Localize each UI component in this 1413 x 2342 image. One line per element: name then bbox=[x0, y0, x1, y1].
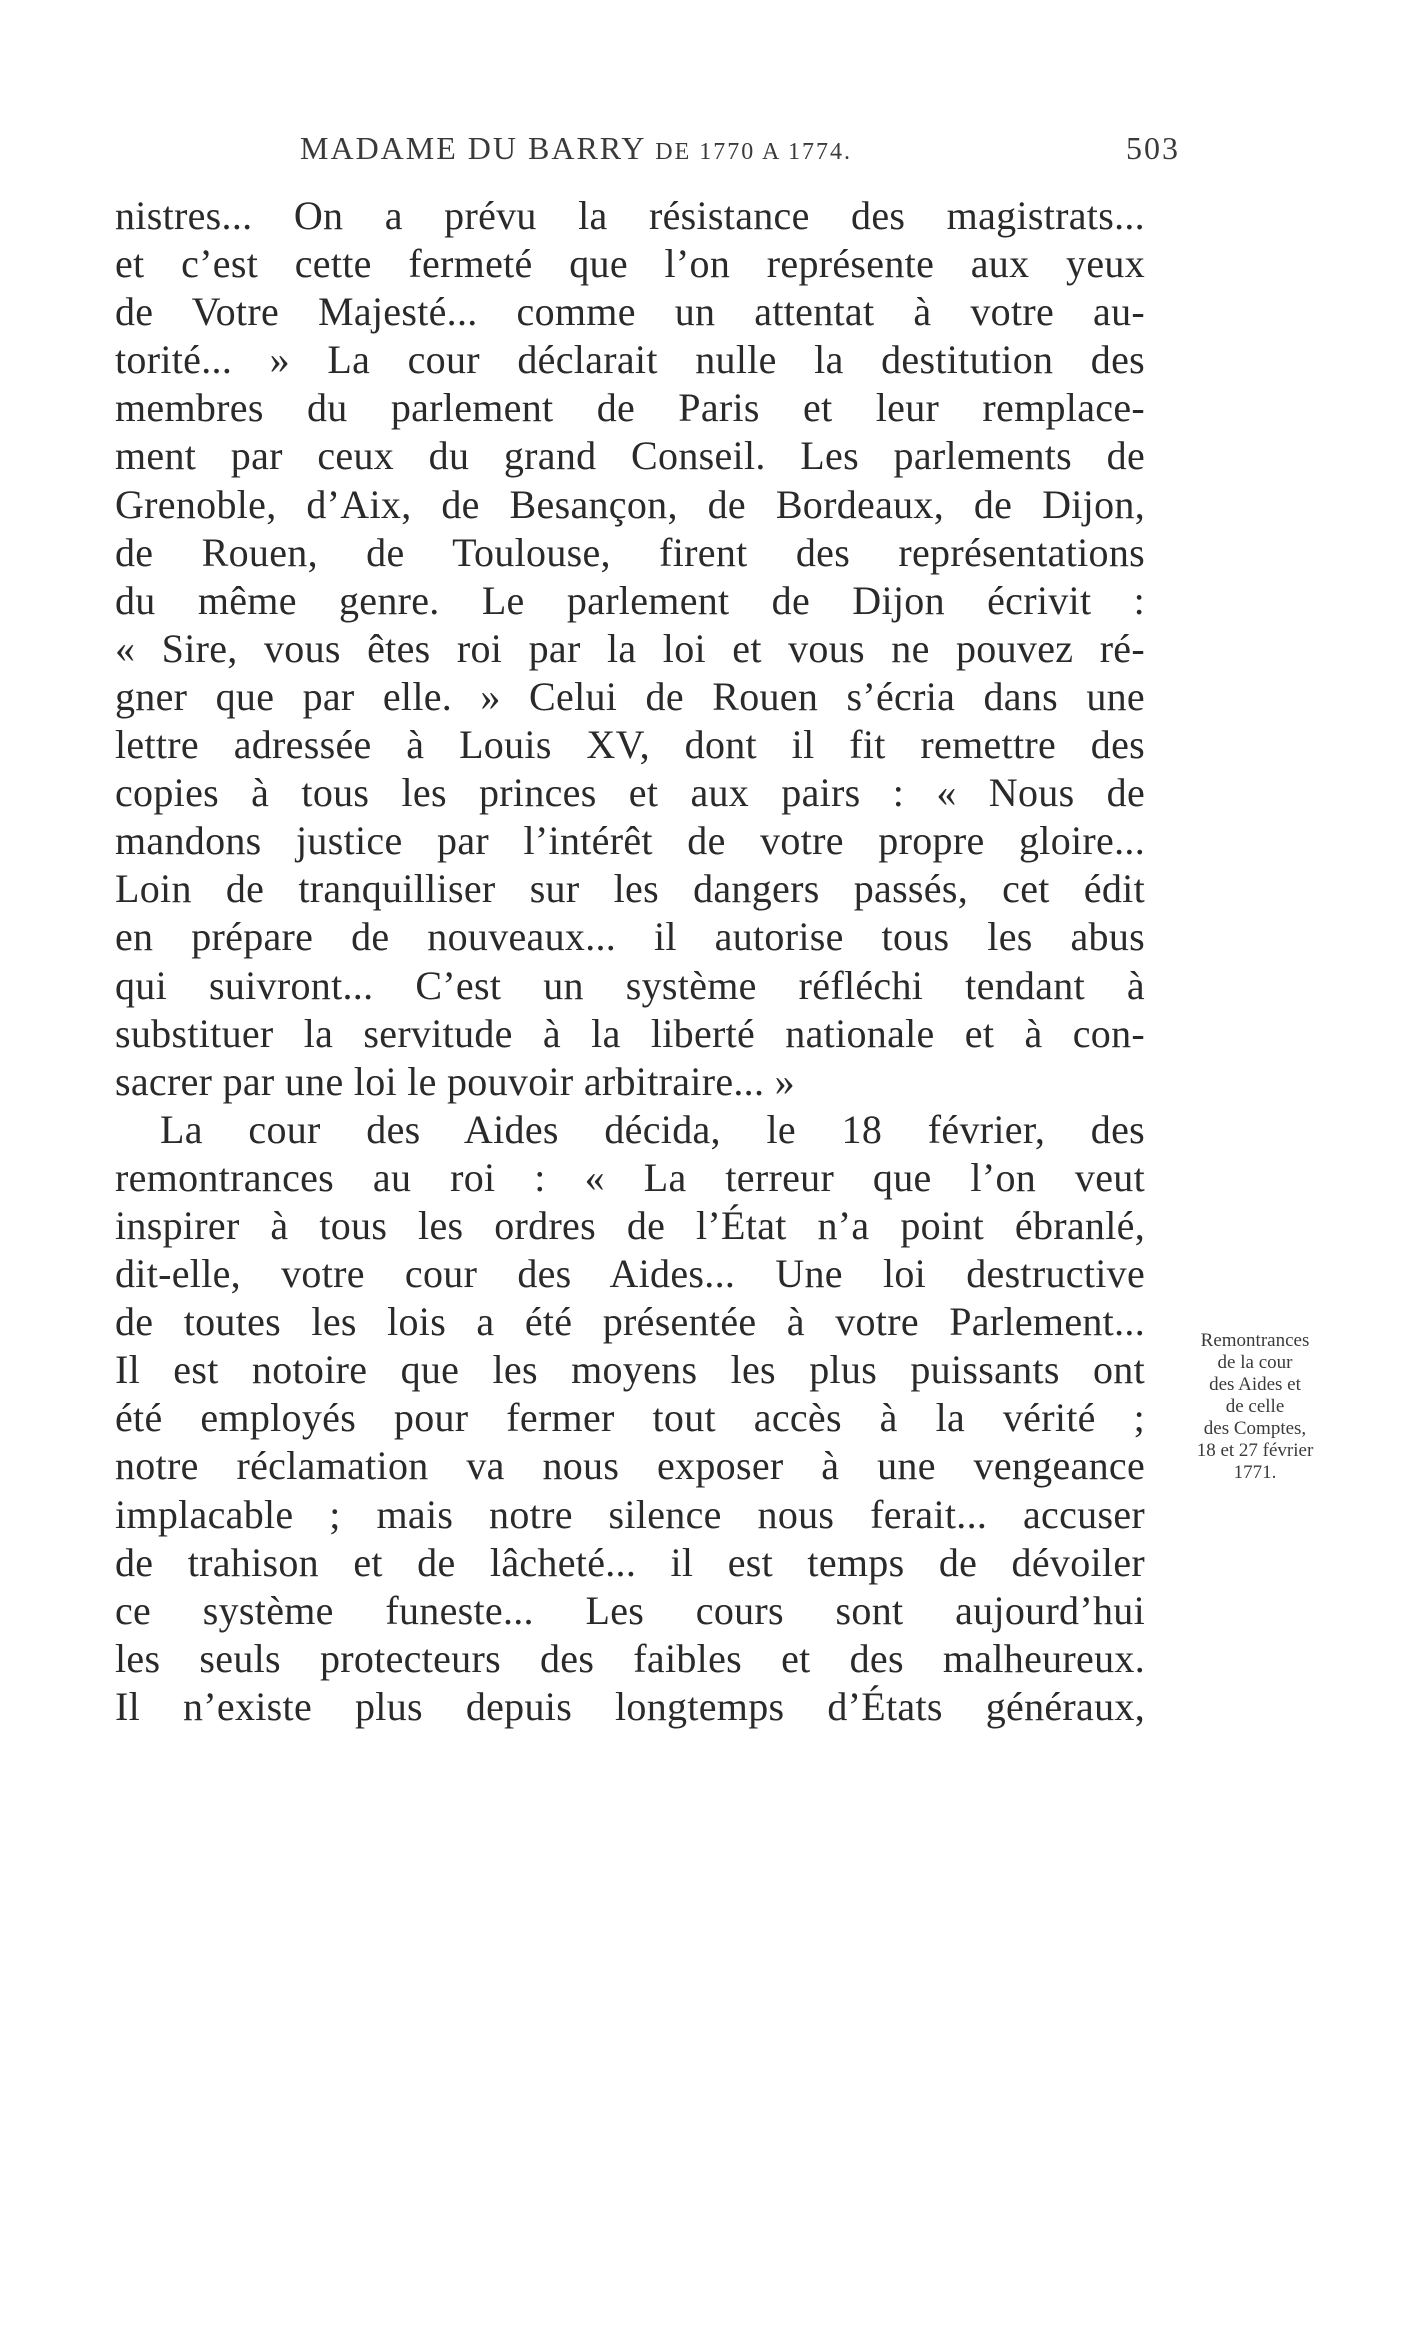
running-head bbox=[115, 130, 1180, 180]
margin-note-line: de la cour bbox=[1217, 1352, 1293, 1373]
paragraph-start-line: La cour des Aides décida, le 18 février, des bbox=[160, 1106, 1145, 1152]
text-line: notre réclamation va nous exposer à une vengeance bbox=[115, 1443, 1145, 1489]
text-line: et c’est cette fermeté que l’on représente aux yeux bbox=[115, 241, 1145, 287]
text-line: de trahison et de lâcheté... il est temps de dévoiler bbox=[115, 1539, 1145, 1585]
text-line: Loin de tranquilliser sur les dangers passés, cet édit bbox=[115, 866, 1145, 912]
text-line: gner que par elle. » Celui de Rouen s’écria dans une bbox=[115, 673, 1145, 719]
text-line: nistres... On a prévu la résistance des magistrats... bbox=[115, 193, 1145, 238]
text-line: en prépare de nouveaux... il autorise tous les abus bbox=[115, 914, 1145, 960]
text-line: membres du parlement de Paris et leur remplace- bbox=[115, 385, 1145, 431]
margin-note-line: de celle bbox=[1225, 1396, 1285, 1417]
text-line: « Sire, vous êtes roi par la loi et vous ne pouvez ré- bbox=[115, 625, 1145, 671]
text-line: de Rouen, de Toulouse, firent des représentations bbox=[115, 529, 1145, 575]
body-text bbox=[115, 192, 1145, 1731]
text-line: été employés pour fermer tout accès à la vérité ; bbox=[115, 1395, 1145, 1441]
text-line: implacable ; mais notre silence nous ferait... accuser bbox=[115, 1491, 1145, 1537]
text-line: remontrances au roi : « La terreur que l’on veut bbox=[115, 1154, 1145, 1200]
text-line: Grenoble, d’Aix, de Besançon, de Bordeaux, de Dijon, bbox=[115, 481, 1145, 527]
text-line: de toutes les lois a été présentée à votre Parlement... bbox=[115, 1299, 1145, 1345]
margin-note bbox=[1160, 1330, 1350, 1484]
text-line: dit-elle, votre cour des Aides... Une loi destructive bbox=[115, 1251, 1145, 1297]
text-line: Il n’existe plus depuis longtemps d’États généraux, bbox=[115, 1683, 1145, 1729]
running-title-main: MADAME DU BARRY bbox=[300, 130, 646, 166]
text-line: du même genre. Le parlement de Dijon écrivit : bbox=[115, 577, 1145, 623]
margin-note-line: Remontrances bbox=[1200, 1330, 1310, 1351]
running-title-dates: DE 1770 A 1774. bbox=[655, 139, 852, 165]
text-line: torité... » La cour déclarait nulle la destitution des bbox=[115, 337, 1145, 383]
text-line: lettre adressée à Louis XV, dont il fit remettre des bbox=[115, 722, 1145, 768]
paragraph-end-line: sacrer par une loi le pouvoir arbitraire... » bbox=[115, 1058, 795, 1104]
text-line: copies à tous les princes et aux pairs : « Nous de bbox=[115, 770, 1145, 816]
text-line: Il est notoire que les moyens les plus puissants ont bbox=[115, 1347, 1145, 1393]
text-line: mandons justice par l’intérêt de votre propre gloire... bbox=[115, 818, 1145, 864]
text-line: les seuls protecteurs des faibles et des malheureux. bbox=[115, 1635, 1145, 1681]
margin-note-line: 18 et 27 février bbox=[1196, 1440, 1314, 1461]
margin-note-line: des Aides et bbox=[1209, 1374, 1301, 1395]
running-title bbox=[300, 130, 852, 167]
text-line: inspirer à tous les ordres de l’État n’a point ébranlé, bbox=[115, 1202, 1145, 1248]
text-line: ce système funeste... Les cours sont aujourd’hui bbox=[115, 1587, 1145, 1633]
text-line: ment par ceux du grand Conseil. Les parlements de bbox=[115, 433, 1145, 479]
text-line: qui suivront... C’est un système réfléchi tendant à bbox=[115, 962, 1145, 1008]
margin-note-line: des Comptes, bbox=[1203, 1418, 1307, 1439]
margin-note-line: 1771. bbox=[1233, 1462, 1277, 1483]
page-number: 503 bbox=[1126, 130, 1180, 166]
text-line: de Votre Majesté... comme un attentat à votre au- bbox=[115, 289, 1145, 335]
text-line: substituer la servitude à la liberté nationale et à con- bbox=[115, 1010, 1145, 1056]
